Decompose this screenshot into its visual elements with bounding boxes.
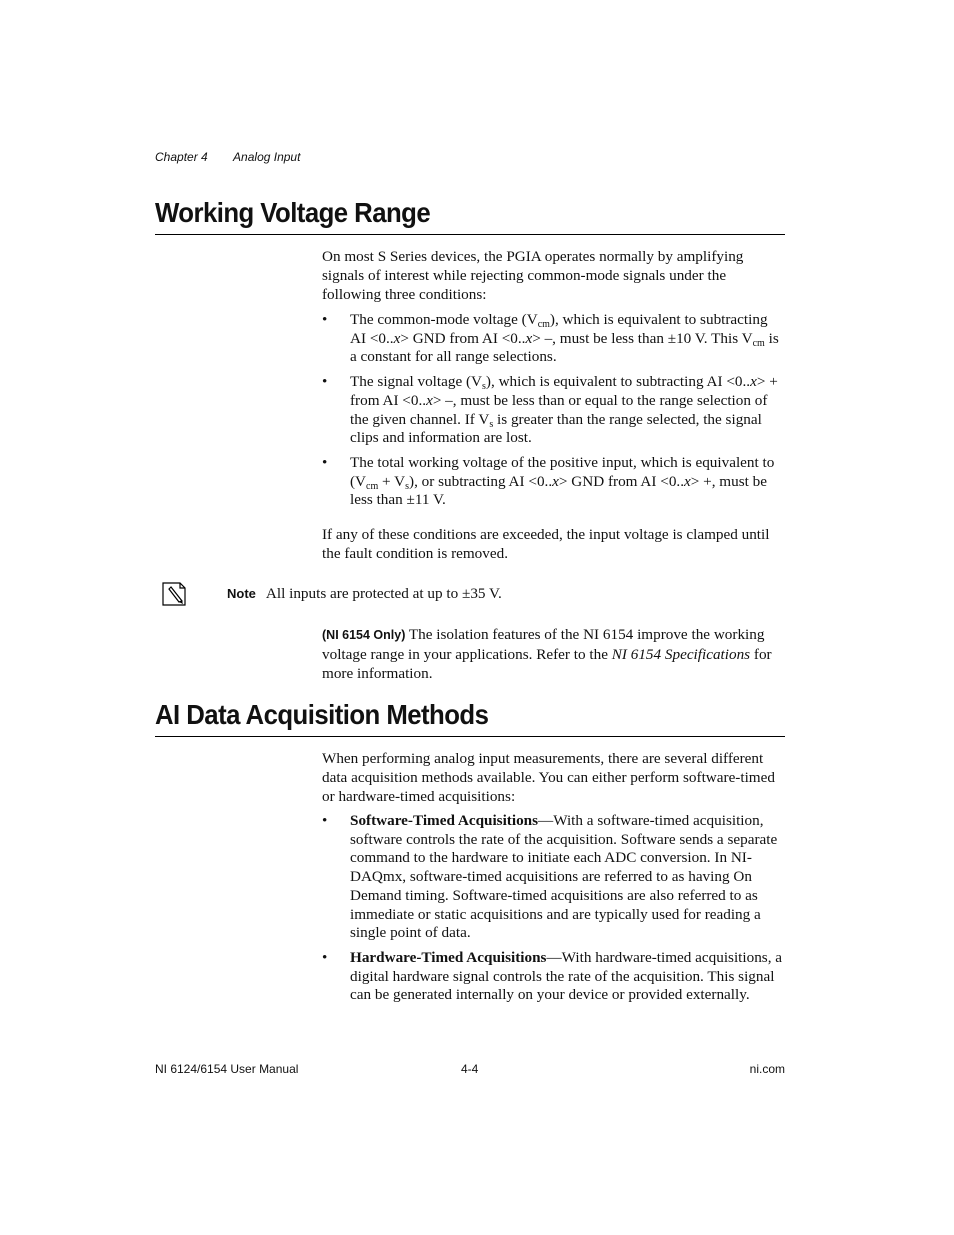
chapter-title: Analog Input — [233, 150, 301, 164]
section-divider — [155, 736, 785, 737]
section1-intro: On most S Series devices, the PGIA operates normally by amplifying signals of interest while rejecting common-mode signals under the following three conditions: — [322, 248, 744, 303]
note-text: All inputs are protected at up to ±35 V. — [265, 585, 502, 602]
footer-page-number: 4-4 — [461, 1062, 479, 1076]
ni6154-paragraph: (NI 6154 Only) The isolation features of the NI 6154 improve the working voltage range in your applications. Refer to the NI 6154 Specifications for more information. — [322, 626, 772, 682]
list-item: • The signal voltage $(V_s)$, which is equivalent to subtracting AI <0..x> + from AI <0..x> –, must be less than or equal to the range selection of the given channel. If $V_s$ is greater than the range selected, the signal clips and information are lost. — [322, 373, 785, 448]
chapter-label: Chapter 4 — [155, 150, 208, 164]
list-item: • The total working voltage of the positive input, which is equivalent to $(V_{cm} + V_s)$, or subtracting AI <0..x> GND from AI <0..x> +, must be less than ±11 V. — [322, 454, 785, 510]
footer-manual: NI 6124/6154 User Manual — [155, 1062, 299, 1076]
ni6154-label: (NI 6154 Only) — [322, 628, 406, 642]
conditions-list — [322, 311, 785, 516]
methods-list — [322, 812, 785, 1011]
note — [227, 585, 502, 603]
section-title-working-voltage: Working Voltage Range — [155, 197, 431, 228]
section-divider — [155, 234, 785, 235]
footer-site: ni.com — [749, 1062, 785, 1076]
list-item: • Software-Timed Acquisitions—With a software-timed acquisition, software controls the rate of the acquisition. Software sends a separate command to the hardware to initiate each ADC conversion. In NI-DAQmx, software-timed acquisitions are referred to as having On Demand timing. Software-timed acquisitions are also referred to as immediate or static acquisitions and are typically used for reading a single point of data. — [322, 812, 785, 943]
term: Hardware-Timed Acquisitions — [350, 948, 547, 966]
note-pencil-icon — [160, 578, 190, 608]
doc-title: NI 6154 Specifications — [611, 646, 751, 663]
term: Software-Timed Acquisitions — [350, 812, 539, 829]
list-item: • Hardware-Timed Acquisitions—With hardware-timed acquisitions, a digital hardware signal controls the rate of the acquisition. This signal can be generated internally on your device or provided externally. — [322, 949, 785, 1005]
list-item: • The common-mode voltage $(V_{cm})$, which is equivalent to subtracting AI <0..x> GND from AI <0..x> –, must be less than ±10 V. This $V_{cm}$ is a constant for all range selections. — [322, 311, 785, 367]
running-header — [155, 150, 300, 164]
section-title-ai-methods: AI Data Acquisition Methods — [155, 699, 489, 730]
section1-closing: If any of these conditions are exceeded, the input voltage is clamped until the fault condition is removed. — [322, 526, 770, 562]
section2-intro: When performing analog input measurements, there are several different data acquisition methods available. You can either perform software-timed or hardware-timed acquisitions: — [322, 750, 775, 805]
note-label: Note — [227, 586, 256, 601]
